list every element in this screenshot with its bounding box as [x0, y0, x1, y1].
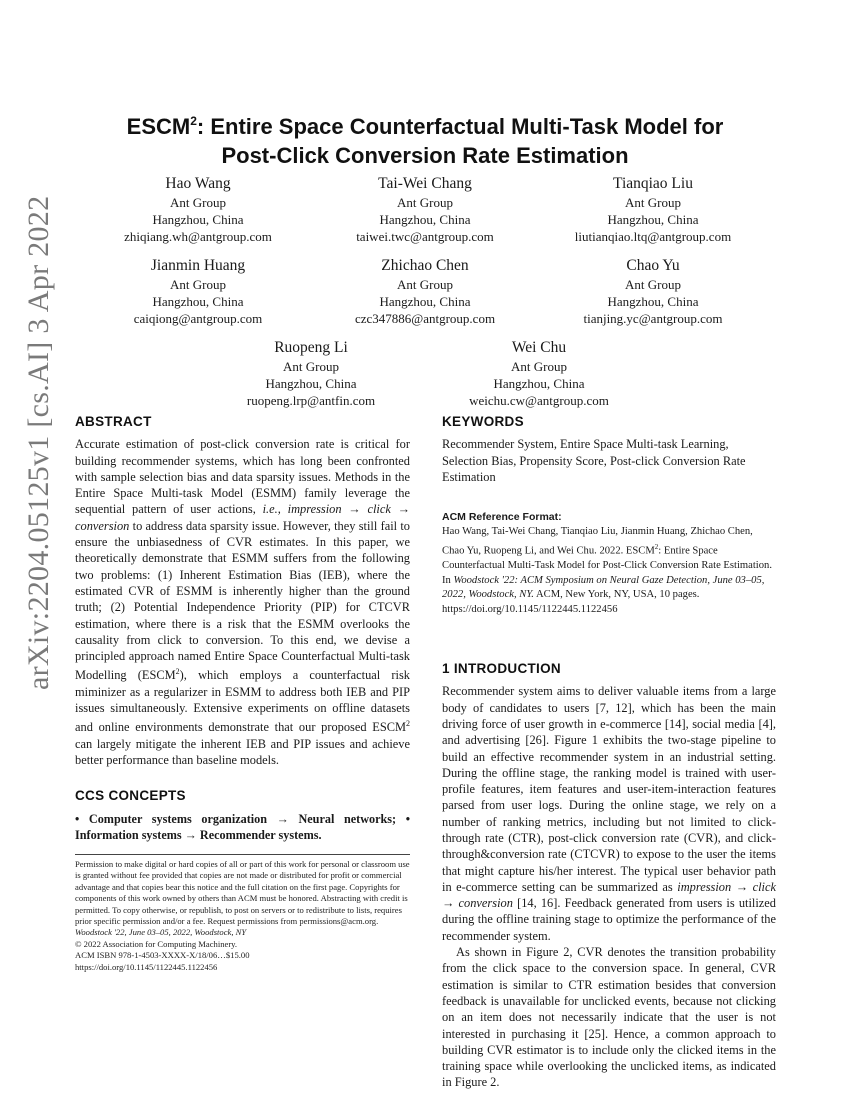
author-email[interactable]: zhiqiang.wh@antgroup.com [124, 229, 272, 244]
author-name: Tianqiao Liu [613, 175, 693, 192]
author-name: Zhichao Chen [381, 257, 469, 274]
author-card [68, 256, 328, 327]
left-column [75, 414, 410, 843]
abstract-part: Accurate estimation of post-click conversion rate is critical for building recommender systems, which has long been confronted with sample selection bias and data sparsity issues. Methods in the Entire Space Multi-task Model (ESMM) family leverage the sequential pattern of user actions, [75, 437, 410, 517]
intro-sequence: impression → click → conversion [442, 879, 776, 911]
abstract-text [75, 436, 410, 768]
keywords-text: Recommender System, Entire Space Multi-task Learning, Selection Bias, Propensity Score, Post-click Conversion Rate Estimation [442, 437, 746, 484]
abstract-heading: ABSTRACT [75, 414, 152, 429]
author-location: Hangzhou, China [379, 294, 471, 309]
acm-ref-part: ACM, New York, NY, USA, 10 pages. https://doi.org/10.1145/1122445.1122456 [442, 589, 700, 615]
acm-ref-superscript: 2 [654, 542, 659, 551]
footnote-divider [75, 854, 410, 855]
author-card [523, 256, 783, 327]
author-org: Ant Group [170, 195, 226, 210]
ccs-heading: CCS CONCEPTS [75, 788, 186, 804]
author-org: Ant Group [625, 195, 681, 210]
author-name: Chao Yu [626, 257, 680, 274]
abstract-ie: i.e., [262, 502, 281, 517]
author-org: Ant Group [170, 277, 226, 292]
acm-reference-label: ACM Reference Format: [442, 511, 562, 524]
author-location: Hangzhou, China [493, 376, 585, 391]
author-email[interactable]: tianjing.yc@antgroup.com [583, 311, 723, 326]
author-location: Hangzhou, China [152, 294, 244, 309]
author-location: Hangzhou, China [152, 212, 244, 227]
acm-ref-part: Hao Wang, Tai-Wei Chang, Tianqiao Liu, Jianmin Huang, Zhichao Chen, Chao Yu, Ruopeng Li, and Wei Chu. 2022. ESCM [442, 526, 753, 557]
author-org: Ant Group [625, 277, 681, 292]
author-name: Ruopeng Li [274, 339, 348, 356]
title-prefix: ESCM [126, 114, 191, 139]
abstract-superscript: 2 [175, 667, 180, 677]
abstract-part: can largely mitigate the inherent IEB and PIP issues and achieve better performance than baseline models. [75, 736, 410, 768]
author-org: Ant Group [397, 277, 453, 292]
title-line-1 [0, 112, 850, 141]
arxiv-identifier: arXiv:2204.05125v1 [cs.AI] 3 Apr 2022 [22, 195, 55, 690]
ccs-concepts-text: • Computer systems organization → Neural networks; • Information systems → Recommender systems. [75, 811, 410, 843]
abstract-sequence: impression → click → conversion [75, 502, 410, 533]
paper-title [0, 112, 850, 170]
author-email[interactable]: taiwei.twc@antgroup.com [356, 229, 494, 244]
author-email[interactable]: weichu.cw@antgroup.com [469, 393, 609, 408]
abstract-superscript: 2 [406, 719, 410, 729]
doi-link[interactable]: https://doi.org/10.1145/1122445.1122456 [75, 961, 218, 972]
abstract-part: to address data sparsity issue. However, they still fail to ensure the unbiasedness of CVR estimates. In this paper, we theoretically demonstrate that ESMM suffers from the following two problems: (1) Inherent Estimation Bias (IEB), where the estimated CVR of ESMM is inherently higher than the ground truth; (2) Potential Independence Priority (PIP) for CTCVR estimation, where there is a risk that the ESMM overlooks the causality from click to conversion. To this end, we devise a principled approach named Entire Space Counterfactual Multi-task Modelling (ESCM [75, 518, 410, 683]
author-org: Ant Group [283, 359, 339, 374]
author-email[interactable]: liutianqiao.ltq@antgroup.com [574, 229, 732, 244]
author-org: Ant Group [397, 195, 453, 210]
author-location: Hangzhou, China [607, 294, 699, 309]
acm-reference-text [442, 525, 776, 617]
permission-text: Permission to make digital or hard copies of all or part of this work for personal or classroom use is granted without fee provided that copies are not made or distributed for profit or commercial advantage and that copies bear this notice and the full citation on the first page. Copyrights for components of this work owned by others than ACM must be honored. Abstracting with credit is permitted. To copy otherwise, or republish, to post on servers or to redistribute to lists, requires prior specific permission and/or a fee. Request permissions from permissions@acm.org. [75, 859, 410, 927]
copyright-text: © 2022 Association for Computing Machinery. [75, 938, 238, 949]
author-location: Hangzhou, China [607, 212, 699, 227]
author-card [181, 338, 441, 409]
introduction-heading: 1 INTRODUCTION [442, 661, 561, 677]
author-card [295, 174, 555, 245]
abstract-part: ), which employs a counterfactual risk miminizer as a regularizer in ESMM to address both IEB and PIP issues simultaneously. Extensive experiments on offline datasets and online environments demonstrate that our proposed ESCM [75, 668, 410, 735]
author-email[interactable]: ruopeng.lrp@antfin.com [246, 393, 376, 408]
author-location: Hangzhou, China [379, 212, 471, 227]
acm-ref-part: : Entire Space Counterfactual Multi-Task Model for Post-Click Conversion Rate Estimation. In [442, 545, 772, 586]
title-line-1-rest: : Entire Space Counterfactual Multi-Task Model for [196, 114, 724, 139]
author-email[interactable]: caiqiong@antgroup.com [133, 311, 263, 326]
author-name: Wei Chu [511, 339, 567, 356]
author-org: Ant Group [511, 359, 567, 374]
author-name: Hao Wang [165, 175, 231, 192]
author-email[interactable]: czc347886@antgroup.com [354, 311, 496, 326]
acm-ref-venue: Woodstock '22: ACM Symposium on Neural Gaze Detection, June 03–05, 2022, Woodstock, NY. [442, 574, 765, 601]
intro-paragraph-1 [442, 683, 776, 944]
intro-paragraph-2: As shown in Figure 2, CVR denotes the transition probability from the click space to the conversion space. In general, CVR estimation is similar to CTR estimation besides that conversion feedback is unavailable for unclicked events, because not clicking on an item does not necessarily indicate that the user is not interested in purchasing it [25]. Hence, a common approach to building CVR estimator is to include only the clicked items in the training space while overlooking the unclicked items, as indicated in Figure 2. [442, 945, 776, 1090]
author-name: Tai-Wei Chang [378, 175, 472, 192]
right-column [442, 414, 776, 1091]
title-line-2: Post-Click Conversion Rate Estimation [221, 143, 629, 168]
author-location: Hangzhou, China [265, 376, 357, 391]
author-card [295, 256, 555, 327]
author-card [409, 338, 669, 409]
author-name: Jianmin Huang [150, 257, 246, 274]
keywords-heading: KEYWORDS [442, 414, 524, 429]
intro-part: Recommender system aims to deliver valuable items from a large body of candidates to users [7, 12], which has been the main driving force of user growth in e-commerce [14], social media [4], and advertising [26]. Figure 1 exhibits the two-stage pipeline to build an effective recommender system in an industrial setting. During the offline stage, the ranking model is trained with user-profile features, item features and user-item-interaction features parsed from user logs. During the online stage, we rely on a number of ranking metrics, including but not limited to click-through rate (CTR), post-click conversion rate (CVR), and click-through&conversion rate (CTCVR) to expose to the user the items that might capture his/her interest. The typical user behavior path in e-commerce setting can be summarized as [442, 684, 776, 894]
venue-text: Woodstock '22, June 03–05, 2022, Woodstock, NY [75, 927, 247, 938]
author-card [523, 174, 783, 245]
isbn-text: ACM ISBN 978-1-4503-XXXX-X/18/06…$15.00 [75, 950, 250, 961]
author-card [68, 174, 328, 245]
copyright-footnote [75, 854, 410, 973]
title-superscript: 2 [190, 114, 197, 128]
intro-part: [14, 16]. Feedback generated from users is utilized during the offline training stage to optimize the performance of the recommender system. [442, 896, 776, 943]
